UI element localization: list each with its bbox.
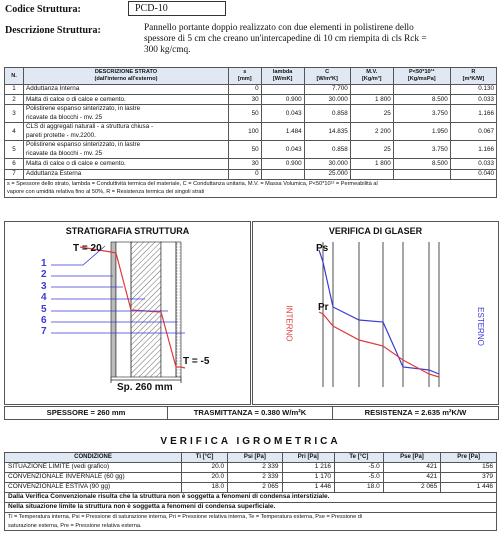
layer-row xyxy=(5,169,497,179)
hygro-row xyxy=(5,483,497,493)
hygro-row xyxy=(5,473,497,483)
thickness-summary: SPESSORE = 260 mm xyxy=(5,407,168,419)
layers-table xyxy=(4,67,497,198)
hygro-value: 1 446 xyxy=(282,483,335,493)
layer-lambda xyxy=(261,85,304,95)
layer-lambda: 0.043 xyxy=(261,141,304,159)
layer-conductance: 7.700 xyxy=(304,85,350,95)
layer-resistance: 0.040 xyxy=(450,169,496,179)
layer-row xyxy=(5,105,497,123)
layer-density xyxy=(350,85,393,95)
layer-lambda: 0.043 xyxy=(261,105,304,123)
hygro-col-1: Ti [°C] xyxy=(182,453,228,463)
hygro-col-6: Pre [Pa] xyxy=(441,453,497,463)
layer-num: 7 xyxy=(5,169,24,179)
hygro-condition: CONVENZIONALE ESTIVA (90 gg) xyxy=(5,483,182,493)
layer-conductance: 0.858 xyxy=(304,141,350,159)
layer-desc-line: Polistirene espanso sinterizzato, in lastre xyxy=(26,141,141,149)
col-p-unit: [Kg/msPa] xyxy=(407,76,436,82)
layer-density xyxy=(350,169,393,179)
layer-thickness: 30 xyxy=(229,95,262,105)
layer-conductance: 30.000 xyxy=(304,159,350,169)
layer-resistance: 0.067 xyxy=(450,123,496,141)
description-line: spessore di 5 cm che creano un'intercapedine di 10 cm riempita di cls Rck = xyxy=(144,34,427,44)
thickness-label: Sp. 260 mm xyxy=(117,382,173,393)
hygro-legend-line: Ti = Temperatura interna, Psi = Pressione di saturazione interna, Pri = Pressione relativa interna, Te = Temperatura esterna, Pse = Pressione di xyxy=(8,514,363,520)
hygro-col-5: Pse [Pa] xyxy=(383,453,441,463)
layer-density: 1 800 xyxy=(350,95,393,105)
layer-permeability: 3.750 xyxy=(393,141,450,159)
layer-desc xyxy=(24,169,229,179)
layer-thickness: 0 xyxy=(229,85,262,95)
layer-num: 6 xyxy=(5,159,24,169)
layer-permeability: 1.950 xyxy=(393,123,450,141)
hygro-value: 18.0 xyxy=(182,483,228,493)
layer-number: 3 xyxy=(41,280,47,292)
resistance-summary: RESISTENZA = 2.635 m²K/W xyxy=(364,408,467,417)
hygro-value: 421 xyxy=(383,463,441,473)
layer-number: 7 xyxy=(41,326,47,338)
hygro-header-row xyxy=(5,453,497,463)
col-n: N. xyxy=(5,68,24,85)
hygro-value: 2 065 xyxy=(228,483,282,493)
layer-resistance: 0.130 xyxy=(450,85,496,95)
col-lambda-unit: [W/mK] xyxy=(272,76,293,82)
layer-number: 1 xyxy=(41,258,47,269)
layer-desc-line: Polistirene espanso sinterizzato, in lastre xyxy=(26,105,141,113)
layer-desc-line: Adduttanza Esterna xyxy=(26,169,82,177)
layer-resistance: 0.033 xyxy=(450,95,496,105)
hygro-condition: SITUAZIONE LIMITE (vedi grafico) xyxy=(5,463,182,473)
layer-density: 2 200 xyxy=(350,123,393,141)
layer-permeability: 8.500 xyxy=(393,159,450,169)
layer-thickness: 50 xyxy=(229,141,262,159)
note-line: s = Spessore dello strato, lambda = Conduttività termica del materiale, C = Conduttanza unitaria, M.V. = Massa Volumica, P<50*10¹² = Permeabilità al xyxy=(7,180,378,187)
layer-desc xyxy=(24,85,229,95)
hygro-result-2: Nella situazione limite la struttura non è soggetta a fenomeni di condensa superficiale. xyxy=(5,503,497,513)
layer-desc-line: Adduttanza Interna xyxy=(26,85,80,93)
col-mv-line: M.V. xyxy=(366,69,378,75)
layer-thickness: 100 xyxy=(229,123,262,141)
hygro-table xyxy=(4,452,497,531)
hygro-col-2: Psi [Pa] xyxy=(228,453,282,463)
hygro-value: 2 065 xyxy=(383,483,441,493)
layer-conductance: 25.000 xyxy=(304,169,350,179)
hygro-value: 421 xyxy=(383,473,441,483)
layer-desc-line: Malta di calce o di calce e cemento. xyxy=(26,95,126,103)
col-s xyxy=(229,68,262,85)
layer-number: 2 xyxy=(41,269,47,281)
layer-resistance: 1.166 xyxy=(450,105,496,123)
layer-desc-line: CLS di aggregati naturali - a struttura chiusa - xyxy=(26,123,154,131)
code-value: PCD-10 xyxy=(128,1,226,16)
layer-num: 5 xyxy=(5,141,24,159)
layer-num: 4 xyxy=(5,123,24,141)
stratigraphy-panel xyxy=(4,221,251,405)
hygro-value: 156 xyxy=(441,463,497,473)
col-desc xyxy=(24,68,229,85)
pr-label: Pr xyxy=(318,302,329,313)
hygro-legend xyxy=(5,513,497,531)
layers-note xyxy=(5,179,497,197)
hygro-value: 18.0 xyxy=(335,483,384,493)
layer-concrete xyxy=(131,242,161,377)
layer-lambda: 0.900 xyxy=(261,159,304,169)
layer-density: 25 xyxy=(350,141,393,159)
hygro-value: 1 216 xyxy=(282,463,335,473)
description-label: Descrizione Struttura: xyxy=(5,25,101,36)
layer-desc xyxy=(24,141,229,159)
layer-thickness: 0 xyxy=(229,169,262,179)
transmittance-summary: TRASMITTANZA = 0.380 W/m²K xyxy=(168,407,333,419)
outside-label: ESTERNO xyxy=(475,307,485,346)
glaser-panel xyxy=(252,221,499,405)
layer-permeability: 3.750 xyxy=(393,105,450,123)
layer-resistance: 1.166 xyxy=(450,141,496,159)
layer-desc-line: Malta di calce o di calce e cemento. xyxy=(26,159,126,167)
hygro-col-4: Te [°C] xyxy=(335,453,384,463)
hygro-value: 1 170 xyxy=(282,473,335,483)
layer-num: 1 xyxy=(5,85,24,95)
layer-permeability xyxy=(393,85,450,95)
layer-number-list xyxy=(41,258,47,338)
hygro-value: 20.0 xyxy=(182,463,228,473)
ps-label: Ps xyxy=(316,243,329,254)
layer-number: 6 xyxy=(41,315,47,327)
layer-density: 1 800 xyxy=(350,159,393,169)
layer-num: 2 xyxy=(5,95,24,105)
col-mv-unit: [Kg/m³] xyxy=(361,76,382,82)
hygro-legend-line: saturazione esterna, Pre = Pressione relativa esterna. xyxy=(8,522,142,529)
layer-row xyxy=(5,159,497,169)
layer-conductance: 14.835 xyxy=(304,123,350,141)
hygro-value: 1 446 xyxy=(441,483,497,493)
hygro-value: 2 339 xyxy=(228,463,282,473)
description-line: Pannello portante doppio realizzato con due elementi in polistirene dello xyxy=(144,23,414,33)
hygro-condition: CONVENZIONALE INVERNALE (60 gg) xyxy=(5,473,182,483)
layer-row xyxy=(5,123,497,141)
col-s-unit: [mm] xyxy=(237,76,252,82)
layer-row xyxy=(5,141,497,159)
layer-row xyxy=(5,85,497,95)
layer-permeability: 8.500 xyxy=(393,95,450,105)
glaser-title: VERIFICA DI GLASER xyxy=(328,226,423,236)
ps-line xyxy=(319,250,439,374)
layer-thickness: 30 xyxy=(229,159,262,169)
glaser-layer-boundaries xyxy=(323,242,439,387)
code-label: Codice Struttura: xyxy=(5,4,81,15)
col-desc-line: (dall'interno all'esterno) xyxy=(94,76,158,82)
layer-desc xyxy=(24,95,229,105)
hygro-col-0: CONDIZIONE xyxy=(5,453,182,463)
description-text xyxy=(144,23,494,56)
note-line: vapore con umidità relativa fino al 50%, R = Resistenza termica dei singoli strati xyxy=(7,189,205,196)
layers-header-row xyxy=(5,68,497,85)
layer-permeability xyxy=(393,169,450,179)
hygro-value: -5.0 xyxy=(335,463,384,473)
col-p-line: P<50*10¹² xyxy=(409,69,435,75)
hygro-value: 20.0 xyxy=(182,473,228,483)
stratigraphy-title: STRATIGRAFIA STRUTTURA xyxy=(65,226,190,236)
col-mv xyxy=(350,68,393,85)
hygro-value: -5.0 xyxy=(335,473,384,483)
col-r-line: R xyxy=(471,69,476,75)
col-c xyxy=(304,68,350,85)
t-in-label: T = 20 xyxy=(73,243,102,254)
hygro-result-1: Dalla Verifica Convenzionale risulta che la struttura non è soggetta a fenomeni di condensa interstiziale. xyxy=(5,493,497,503)
col-p xyxy=(393,68,450,85)
layer-plaster-out xyxy=(176,242,181,377)
layer-desc xyxy=(24,159,229,169)
layer-desc xyxy=(24,105,229,123)
col-s-line: s xyxy=(243,69,247,75)
col-lambda-line: lambda xyxy=(272,69,293,75)
layer-density: 25 xyxy=(350,105,393,123)
col-r xyxy=(450,68,496,85)
layer-number: 4 xyxy=(41,292,47,304)
layer-desc-line: ricavate da blocchi - mv. 25 xyxy=(26,149,103,157)
t-out-label: T = -5 xyxy=(183,356,210,367)
layer-desc-line: ricavate da blocchi - mv. 25 xyxy=(26,113,103,121)
layer-resistance: 0.033 xyxy=(450,159,496,169)
layer-desc-line: pareti protette - mv.2200. xyxy=(26,131,96,139)
layer-lambda: 0.900 xyxy=(261,95,304,105)
inside-label: INTERNO xyxy=(284,305,294,342)
col-r-unit: [m²K/W] xyxy=(462,76,485,82)
layer-number: 5 xyxy=(41,303,47,315)
layer-conductance: 30.000 xyxy=(304,95,350,105)
layer-desc xyxy=(24,123,229,141)
hygro-col-3: Pri [Pa] xyxy=(282,453,335,463)
layer-lambda: 1.484 xyxy=(261,123,304,141)
hygro-title: VERIFICA IGROMETRICA xyxy=(160,436,341,447)
col-lambda xyxy=(261,68,304,85)
col-c-unit: [W/m²K] xyxy=(316,76,338,82)
layer-lambda xyxy=(261,169,304,179)
layer-plaster-in xyxy=(111,242,116,377)
layer-thickness: 50 xyxy=(229,105,262,123)
hygro-value: 2 339 xyxy=(228,473,282,483)
hygro-row xyxy=(5,463,497,473)
description-line: 300 kg/cmq. xyxy=(144,45,191,55)
hygro-value: 379 xyxy=(441,473,497,483)
layer-num: 3 xyxy=(5,105,24,123)
layer-row xyxy=(5,95,497,105)
col-desc-line: DESCRIZIONE STRATO xyxy=(94,69,158,75)
summary-bar xyxy=(4,406,499,420)
layer-conductance: 0.858 xyxy=(304,105,350,123)
col-c-line: C xyxy=(325,69,330,75)
